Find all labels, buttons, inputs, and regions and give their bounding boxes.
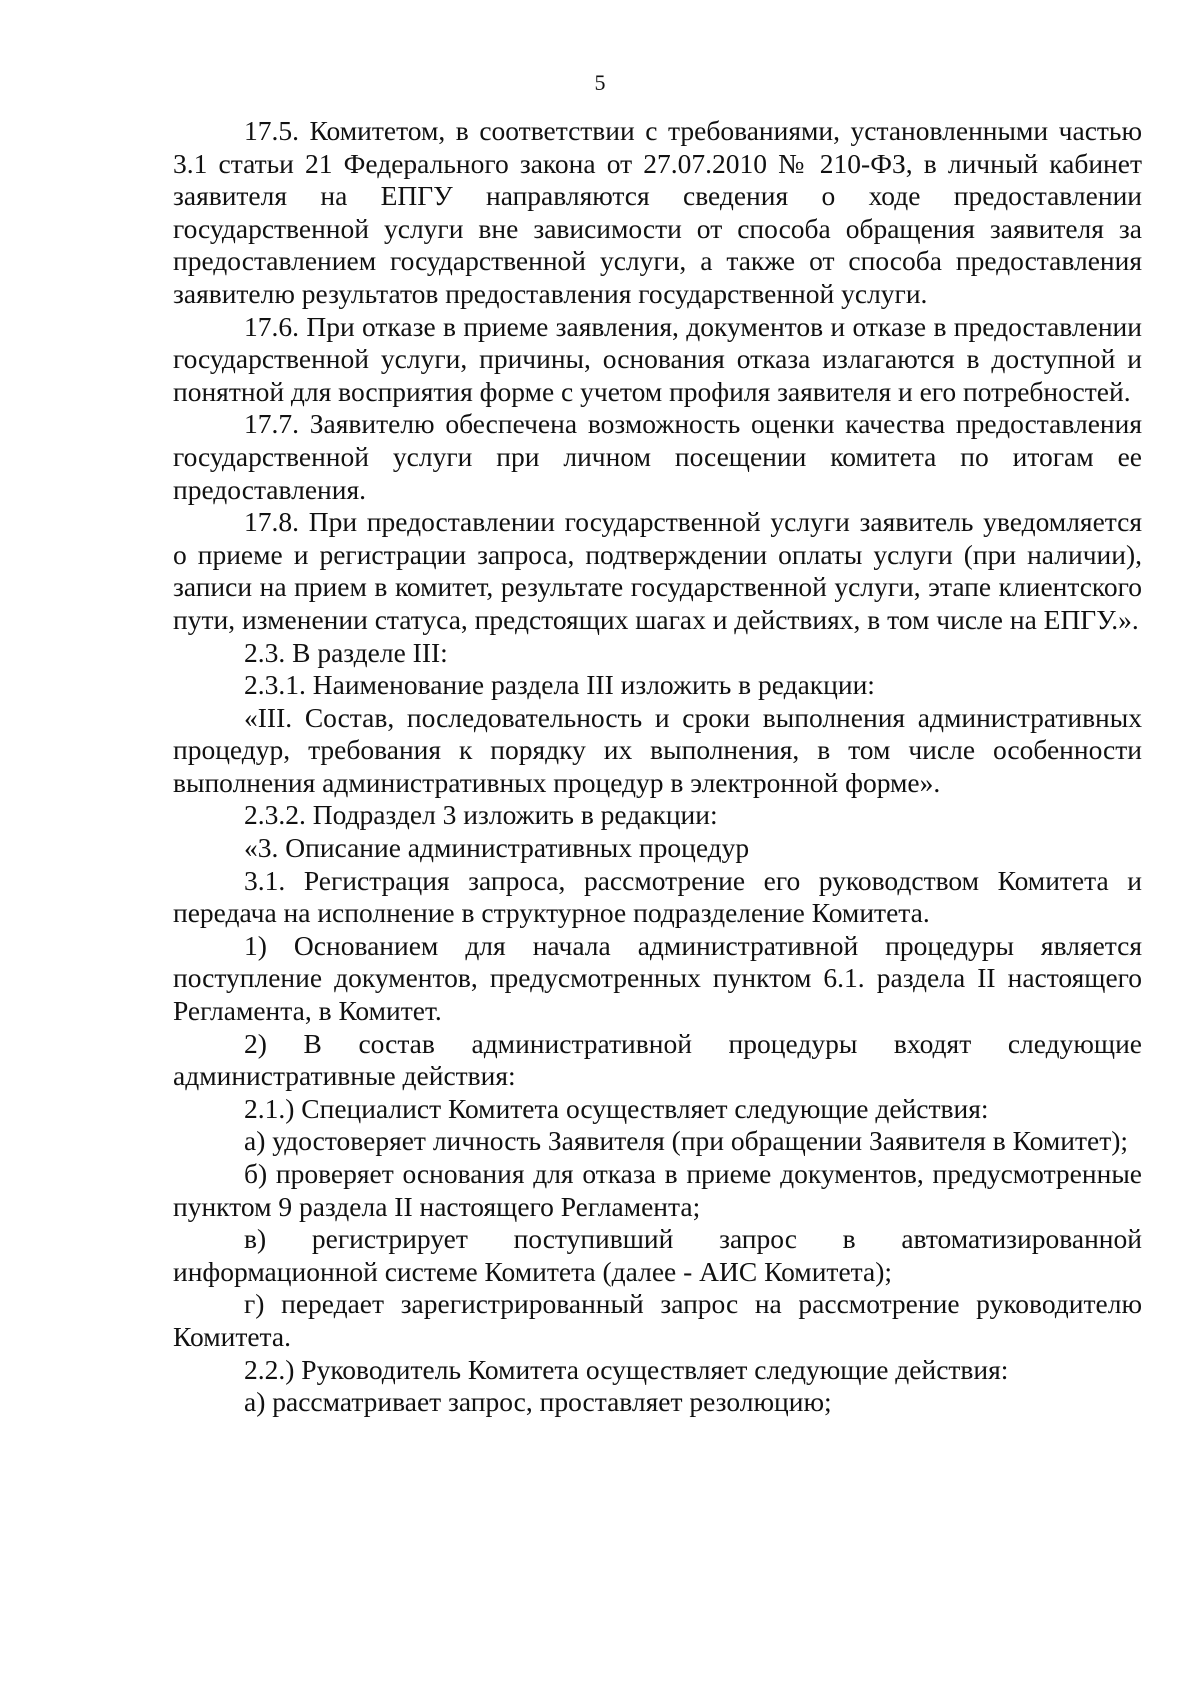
paragraph-2-3: 2.3. В разделе III: [244, 636, 448, 668]
paragraph-item-a-2: а) рассматривает запрос, проставляет резолюцию; [244, 1386, 832, 1418]
paragraph-2-1: 2.1.) Специалист Комитета осуществляет следующие действия: [244, 1092, 989, 1124]
paragraph-17-6: 17.6. При отказе в приеме заявления, документов и отказе в предоставлении государственной услуги, причины, основания отказа излагаются в доступной и понятной для восприятия форме с учетом профиля заявителя и его потребностей. [173, 310, 1142, 407]
paragraph-3-1: 3.1. Регистрация запроса, рассмотрение его руководством Комитета и передача на исполнение в структурное подразделение Комитета. [173, 864, 1142, 929]
paragraph-item-v: в) регистрирует поступивший запрос в автоматизированной информационной системе Комитета (далее - АИС Комитета); [173, 1223, 1142, 1287]
paragraph-item-a: а) удостоверяет личность Заявителя (при обращении Заявителя в Комитет); [244, 1125, 1129, 1157]
paragraph-17-5: 17.5. Комитетом, в соответствии с требованиями, установленными частью 3.1 статьи 21 Федерального закона от 27.07.2010 № 210-ФЗ, в личный кабинет заявителя на ЕПГУ направляются сведения о ходе предоставлении государственной услуги вне зависимости от способа обращения заявителя за предоставлением государственной услуги, а также от способа предоставления заявителю результатов предоставления государственной услуги. [173, 115, 1142, 309]
document-body [173, 115, 1142, 1419]
paragraph-2-2: 2.2.) Руководитель Комитета осуществляет следующие действия: [244, 1353, 1009, 1385]
paragraph-3-heading: «3. Описание административных процедур [244, 832, 750, 864]
paragraph-2-3-2: 2.3.2. Подраздел 3 изложить в редакции: [244, 799, 718, 831]
paragraph-item-2: 2) В состав административной процедуры входят следующие административные действия: [173, 1027, 1142, 1092]
paragraph-item-g: г) передает зарегистрированный запрос на рассмотрение руководителю Комитета. [173, 1288, 1142, 1352]
paragraph-item-1: 1) Основанием для начала административной процедуры является поступление документов, предусмотренных пунктом 6.1. раздела II настоящего Регламента, в Комитет. [173, 929, 1142, 1027]
paragraph-item-b: б) проверяет основания для отказа в приеме документов, предусмотренные пунктом 9 раздела II настоящего Регламента; [173, 1158, 1142, 1222]
paragraph-section-iii-title: «III. Состав, последовательность и сроки выполнения административных процедур, требования к порядку их выполнения, в том числе особенности выполнения административных процедур в электронной форме». [173, 701, 1142, 798]
paragraph-17-7: 17.7. Заявителю обеспечена возможность оценки качества предоставления государственной услуги при личном посещении комитета по итогам ее предоставления. [173, 408, 1142, 505]
page-number: 5 [594, 70, 606, 95]
paragraph-17-8: 17.8. При предоставлении государственной услуги заявитель уведомляется о приеме и регистрации запроса, подтверждении оплаты услуги (при наличии), записи на прием в комитет, результате государственной услуги, этапе клиентского пути, изменении статуса, предстоящих шагах и действиях, в том числе на ЕПГУ.». [173, 506, 1142, 635]
paragraph-2-3-1: 2.3.1. Наименование раздела III изложить в редакции: [244, 669, 875, 701]
